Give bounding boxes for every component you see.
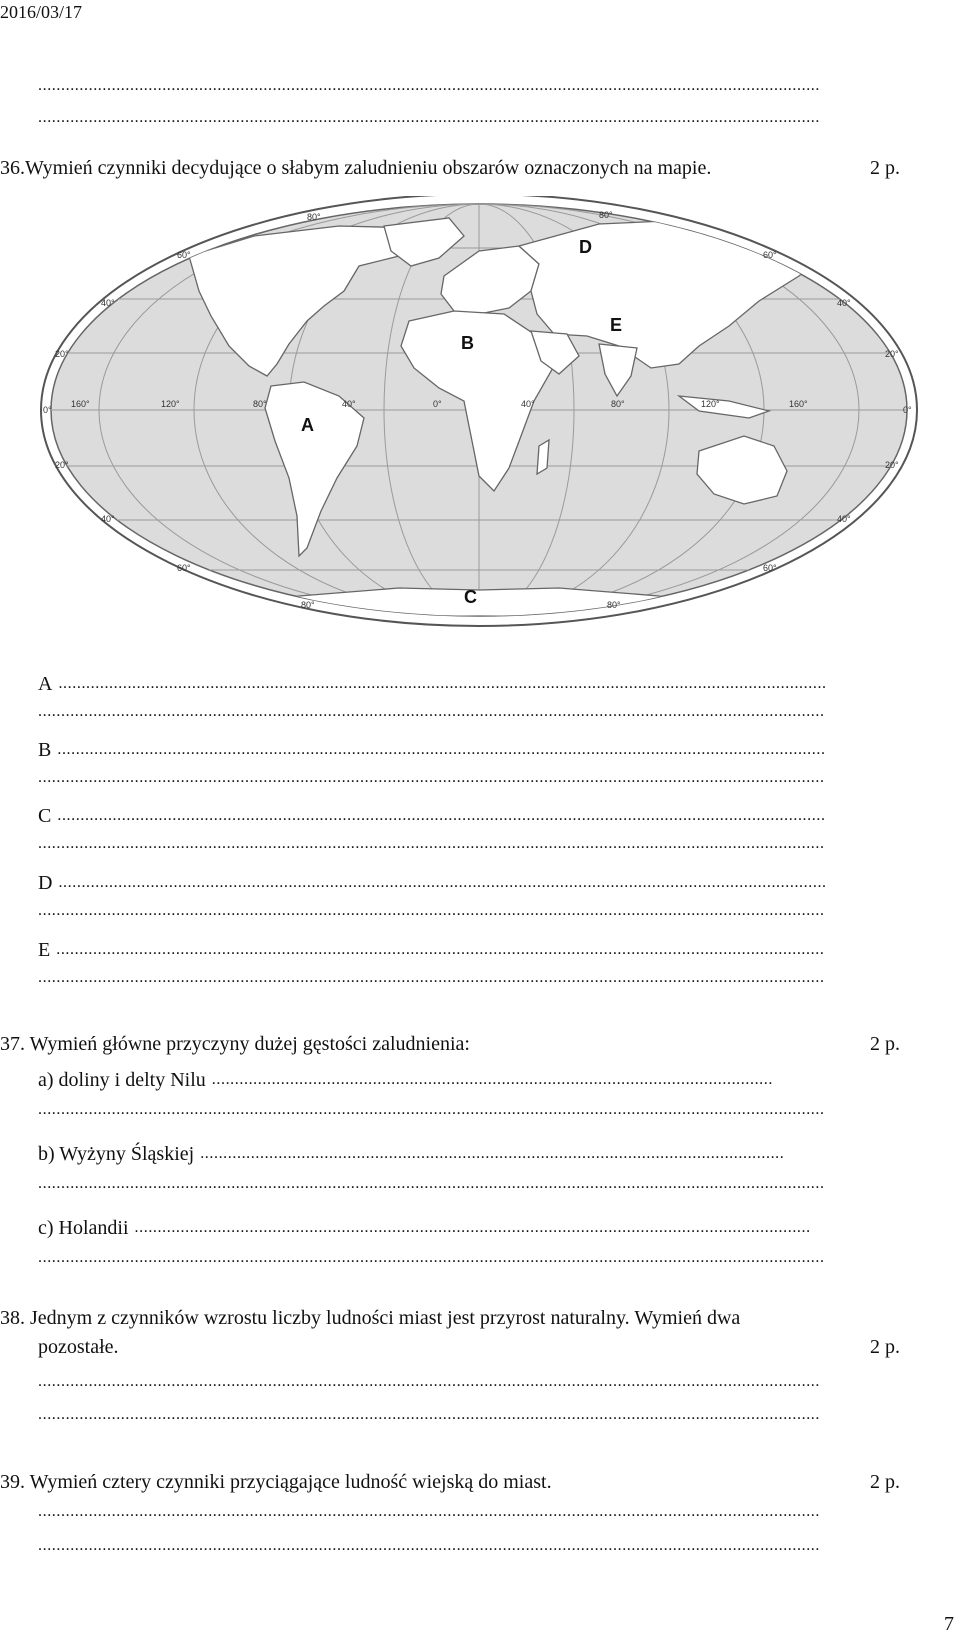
lat-label: 40° bbox=[101, 298, 115, 308]
answer-line: ........................................................................................................................................................................... bbox=[38, 836, 825, 852]
answer-line: ....................................................................................................................................................................... bbox=[58, 874, 827, 891]
lat-label: 0° bbox=[903, 405, 912, 415]
lon-label: 120° bbox=[161, 399, 180, 409]
q37-item-b bbox=[38, 1142, 858, 1166]
lat-label: 80° bbox=[307, 212, 321, 222]
answer-line: ........................................................................................................................................................................... bbox=[38, 704, 825, 720]
answer-line: .......................................................................................................................................................................... bbox=[38, 110, 820, 126]
question-37-text: 37. Wymień główne przyczyny dużej gęstości zaludnienia: bbox=[0, 1033, 470, 1055]
lat-label: 20° bbox=[55, 349, 69, 359]
q37-item-c bbox=[38, 1216, 858, 1240]
item-label: a) doliny i delty Nilu bbox=[38, 1069, 206, 1091]
lon-label: 40° bbox=[342, 399, 356, 409]
lon-label: 120° bbox=[701, 399, 720, 409]
answer-block-c bbox=[38, 804, 858, 828]
page-number: 7 bbox=[944, 1613, 954, 1635]
region-label-a: A bbox=[301, 415, 314, 435]
question-38-text-cont: pozostałe. bbox=[38, 1336, 119, 1358]
answer-line: ........................................................................................................................................................................... bbox=[38, 1250, 825, 1266]
lat-label: 80° bbox=[607, 600, 621, 610]
lon-label: 80° bbox=[253, 399, 267, 409]
lon-label: 80° bbox=[611, 399, 625, 409]
answer-line: ........................................................................................................................................................................... bbox=[38, 1176, 825, 1192]
region-label-b: B bbox=[461, 333, 474, 353]
lat-label: 60° bbox=[177, 250, 191, 260]
question-37-points: 2 p. bbox=[870, 1033, 900, 1055]
answer-letter: D bbox=[38, 872, 53, 894]
answer-block-a bbox=[38, 672, 858, 696]
region-label-e: E bbox=[610, 315, 623, 335]
region-label-d: D bbox=[579, 237, 592, 257]
answer-block-b bbox=[38, 738, 858, 762]
question-38-points: 2 p. bbox=[870, 1336, 900, 1358]
q37-item-a bbox=[38, 1068, 858, 1092]
answer-line: .......................................................................................................................... bbox=[211, 1071, 773, 1088]
answer-line: .......................................................................................................................................................................... bbox=[38, 78, 820, 94]
answer-line: ....................................................................................................................................................................... bbox=[57, 807, 826, 824]
question-36-text: 36.Wymień czynniki decydujące o słabym zaludnieniu obszarów oznaczonych na mapie. bbox=[0, 157, 712, 179]
lon-label: 0° bbox=[433, 399, 442, 409]
lon-label: 160° bbox=[71, 399, 90, 409]
lat-label: 0° bbox=[43, 405, 52, 415]
lat-label: 20° bbox=[885, 349, 899, 359]
answer-line: .......................................................................................................................................................................... bbox=[38, 1538, 820, 1554]
lat-label: 80° bbox=[301, 600, 315, 610]
lat-label: 60° bbox=[177, 563, 191, 573]
answer-line: ................................................................................................................................................... bbox=[134, 1219, 811, 1236]
lat-label: 60° bbox=[763, 250, 777, 260]
answer-line: ....................................................................................................................................................................... bbox=[57, 741, 826, 758]
lat-label: 20° bbox=[885, 460, 899, 470]
answer-line: .......................................................................................................................................................................... bbox=[38, 1374, 820, 1390]
answer-letter: E bbox=[38, 939, 51, 961]
lon-label: 160° bbox=[789, 399, 808, 409]
answer-letter: C bbox=[38, 805, 52, 827]
answer-line: ........................................................................................................................................................................... bbox=[38, 970, 825, 986]
answer-letter: B bbox=[38, 739, 52, 761]
answer-line: ........................................................................................................................................................................... bbox=[38, 1102, 825, 1118]
lat-label: 80° bbox=[599, 210, 613, 220]
lat-label: 40° bbox=[101, 514, 115, 524]
item-label: b) Wyżyny Śląskiej bbox=[38, 1143, 195, 1165]
question-39-text: 39. Wymień cztery czynniki przyciągające ludność wiejską do miast. bbox=[0, 1471, 552, 1493]
answer-line: .......................................................................................................................................................................... bbox=[38, 1407, 820, 1423]
answer-letter: A bbox=[38, 673, 53, 695]
answer-line: ....................................................................................................................................................................... bbox=[58, 675, 827, 692]
answer-line: ........................................................................................................................................................................... bbox=[38, 770, 825, 786]
answer-block-e bbox=[38, 938, 858, 962]
item-label: c) Holandii bbox=[38, 1217, 129, 1239]
answer-line: ....................................................................................................................................................................... bbox=[56, 941, 825, 958]
answer-line: .......................................................................................................................................................................... bbox=[38, 1504, 820, 1520]
world-map bbox=[38, 196, 920, 656]
question-36-points: 2 p. bbox=[870, 157, 900, 179]
lat-label: 20° bbox=[55, 460, 69, 470]
lat-label: 40° bbox=[837, 514, 851, 524]
date-stamp: 2016/03/17 bbox=[0, 2, 83, 22]
lat-label: 60° bbox=[763, 563, 777, 573]
lat-label: 40° bbox=[837, 298, 851, 308]
lon-label: 40° bbox=[521, 399, 535, 409]
question-38-text: 38. Jednym z czynników wzrostu liczby ludności miast jest przyrost naturalny. Wymień dwa bbox=[0, 1307, 741, 1329]
answer-line: ........................................................................................................................................................................... bbox=[38, 903, 825, 919]
answer-line: ............................................................................................................................... bbox=[200, 1145, 785, 1162]
question-39-points: 2 p. bbox=[870, 1471, 900, 1493]
region-label-c: C bbox=[464, 587, 477, 607]
answer-block-d bbox=[38, 871, 858, 895]
